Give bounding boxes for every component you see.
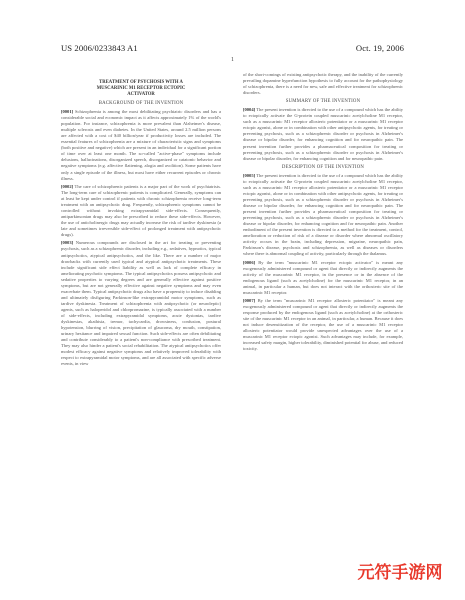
section-heading-description: DESCRIPTION OF THE INVENTION xyxy=(281,164,365,170)
paragraph-number: [0001] xyxy=(61,109,74,115)
paragraph-number: [0006] xyxy=(243,259,256,265)
right-column xyxy=(243,72,403,355)
document-title xyxy=(61,80,221,98)
publication-date: Oct. 19, 2006 xyxy=(355,43,404,53)
paragraph-number: [0003] xyxy=(61,240,74,246)
paragraph-number: [0005] xyxy=(243,172,256,178)
paragraph-number: [0007] xyxy=(243,298,256,304)
paragraph-continuation: of the short-comings of existing antipsychotic therapy, and the inability of the currently prevailing dopamine hyperfunction hypothesis to fully account for the pathophysiology of schizophrenia, there is a need for new, safe and effective treatment for schizophrenic disorders. xyxy=(243,72,403,96)
paragraph-number: [0002] xyxy=(61,183,74,189)
paragraph-0006 xyxy=(243,260,403,296)
paragraph-number: [0004] xyxy=(243,107,256,113)
paragraph-0001 xyxy=(61,109,221,182)
left-column xyxy=(61,72,221,370)
page-number: 1 xyxy=(231,57,234,63)
title-line: TREATMENT OF PSYCHOSIS WITH A xyxy=(99,80,183,85)
section-heading-background: BACKGROUND OF THE INVENTION xyxy=(98,101,184,106)
paragraph-text: By the term "muscarinic M1 receptor allosteric potentiator" is meant any exogenously administered compound or agent that directly or indirectly augments the response produced by the endogenous ligand (such as acetylcholine) at the orthosteric site of the muscarinic M1 receptor in an animal, in particular, a human. Because it does not induce desensitization of the receptor, the use of a muscarinic M1 receptor allosteric potentiator would provide unexpected advantages over the use of a muscarinic M1 receptor ectopic agonist. Such advantages may include, for example, increased safety margin, higher tolerability, diminished potential for abuse, and reduced toxicity. xyxy=(243,298,403,352)
paragraph-0004 xyxy=(243,107,403,161)
title-line: ACTIVATOR xyxy=(127,92,155,97)
publication-number: US 2006/0233843 A1 xyxy=(61,43,138,53)
paragraph-text: The present invention is directed to the use of a compound which has the ability to ectopically activate the G-protein coupled muscarinic acetylcholine M1 receptor, such as a muscarinic M1 receptor allosteric potentiator or a muscarinic M1 receptor ectopic agonist, alone or in combination with other antipsychotic agents, for treating or preventing psychosis, such as a schizophrenic disorder or psychosis in Alzheimer's disease or bipolar disorder, for enhancing cognition and for neuropathic pain. The present invention further provides a pharmaceutical composition for treating or preventing psychosis, such as a schizophrenic disorder or psychosis in Alzheimer's disease or bipolar disorder, for enhancing cognition and for neuropathic pain. Another embodiment of the present invention is directed to a method for the treatment, control, amelioration or reduction of risk of a disease or disorder where abnormal oscillatory activity occurs in the brain, including depression, migraine, neuropathic pain, Parkinson's disease, psychosis and schizophrenia, as well as diseases or disorders where there is abnormal coupling of activity, particularly through the thalamus. xyxy=(243,172,403,257)
paragraph-0003 xyxy=(61,240,221,367)
paragraph-text: The care of schizophrenic patients is a major part of the work of psychiatrists. The long-term care of schizophrenic patients is complicated. Generally, symptoms can at least be kept under control if patients with chronic schizophrenia receive long-term treatment with an antipsychotic drug. Frequently, schizophrenic symptoms cannot be controlled without invoking extrapyramidal side-effects. Consequently, antiparkinsonian drugs may also be prescribed to reduce these side-effects. However, the use of anticholinergic drugs may actually increase the risk of tardive dyskinesia (a late and sometimes irreversible side-effect of prolonged treatment with antipsychotic drugs). xyxy=(61,183,221,238)
paragraph-text: By the term "muscarinic M1 receptor ectopic activator" is meant any exogenously administered compound or agent that directly or indirectly augments the activity of the muscarinic M1 receptor, in the presence or in the absence of the endogenous ligand (such as acetylcholine) for the muscarinic M1 receptor, in an animal, in particular a human, but does not interact with the orthosteric site of the muscarinic M1 receptor. xyxy=(243,259,403,295)
paragraph-0002 xyxy=(61,184,221,238)
paragraph-0005 xyxy=(243,173,403,258)
title-line: MUSCARINIC M1 RECEPTOR ECTOPIC xyxy=(96,86,186,91)
paragraph-text: The present invention is directed to the use of a compound which has the ability to ectopically activate the G-protein coupled muscarinic acetylcholine M1 receptor, such as a muscarinic M1 receptor allosteric potentiator or a muscarinic M1 receptor ectopic agonist, alone or in combination with other antipsychotic agents, for treating or preventing psychosis, such as a schizophrenic disorder or psychosis in Alzheimer's disease or bipolar disorder, for enhancing cognition and for neuropathic pain. The present invention further provides a pharmaceutical composition for treating or preventing psychosis, such as a schizophrenic disorder or psychosis in Alzheimer's disease or bipolar disorder, for enhancing cognition and for neuropathic pain. xyxy=(243,107,403,161)
section-heading-summary: SUMMARY OF THE INVENTION xyxy=(285,99,361,105)
paragraph-0007 xyxy=(243,298,403,352)
watermark-logo-icon xyxy=(352,562,448,582)
watermark-text: 元符手游网 xyxy=(357,563,443,582)
paragraph-text: Numerous compounds are disclosed in the art for treating or preventing psychosis, such as a schizophrenic disorder, including e.g., sedatives, hypnotics, typical antipsychotics, atypical antipsychotics, and the like. There are a number of major drawbacks with currently used typical and atypical antipsychotic treatments. These include significant side effect liability as well as lack of complete efficacy in ameliorating psychotic symptoms. The typical antipsychotics possess antipsychotic and sedative properties to varying degrees and are generally effective against positive symptoms, but are not generally effective against negative symptoms and may even exacerbate them. Typical antipsychotic drugs also have a propensity to induce disabling and ultimately disfiguring Parkinson-like extrapyramidal motor symptoms, such as tardive dyskinesia. Treatment of schizophrenia with antipsychotic (or neuroleptic) agents, such as haloperidol and chlorpromazine, is typically associated with a number of side-effects, including extrapyramidal symptoms, acute dystonias, tardive dyskinesias, akathisia, tremor, tachycardia, drowsiness, confusion, postural hypotension, blurring of vision, precipitation of glaucoma, dry mouth, constipation, urinary hesitance and impaired sexual function. Such side-effects are often debilitating and contribute considerably to a patient's non-compliance with prescribed treatment. They may also hinder a patient's social rehabilitation. The atypical antipsychotics offer modest efficacy against negative symptoms and relatively improved tolerability with respect to extrapyramidal motor symptoms, and are all associated with specific adverse events, in view xyxy=(61,240,221,367)
site-watermark-logo xyxy=(349,560,451,584)
paragraph-text: Schizophrenia is among the most debilitating psychiatric disorders and has a considerable social and economic impact as it affects approximately 1% of the world's population. For instance, schizophrenia is more prevalent than Alzheimer's disease, multiple sclerosis and even diabetes. In the United States, around 2.5 million persons are affected with a cost of $40 billion/year if productivity losses are included. The essential features of schizophrenia are a mixture of characteristic signs and symptoms (both positive and negative) which are present in an individual for a significant portion of time over at least one month. The so-called "active-phase" symptoms include delusions, hallucinations, disorganized speech, disorganized or catatonic behavior and negative symptoms (e.g. affective flattening, alogia and avolition). Some patients have only a single episode of the illness, but most have either recurrent episodes or chronic illness. xyxy=(61,109,221,181)
